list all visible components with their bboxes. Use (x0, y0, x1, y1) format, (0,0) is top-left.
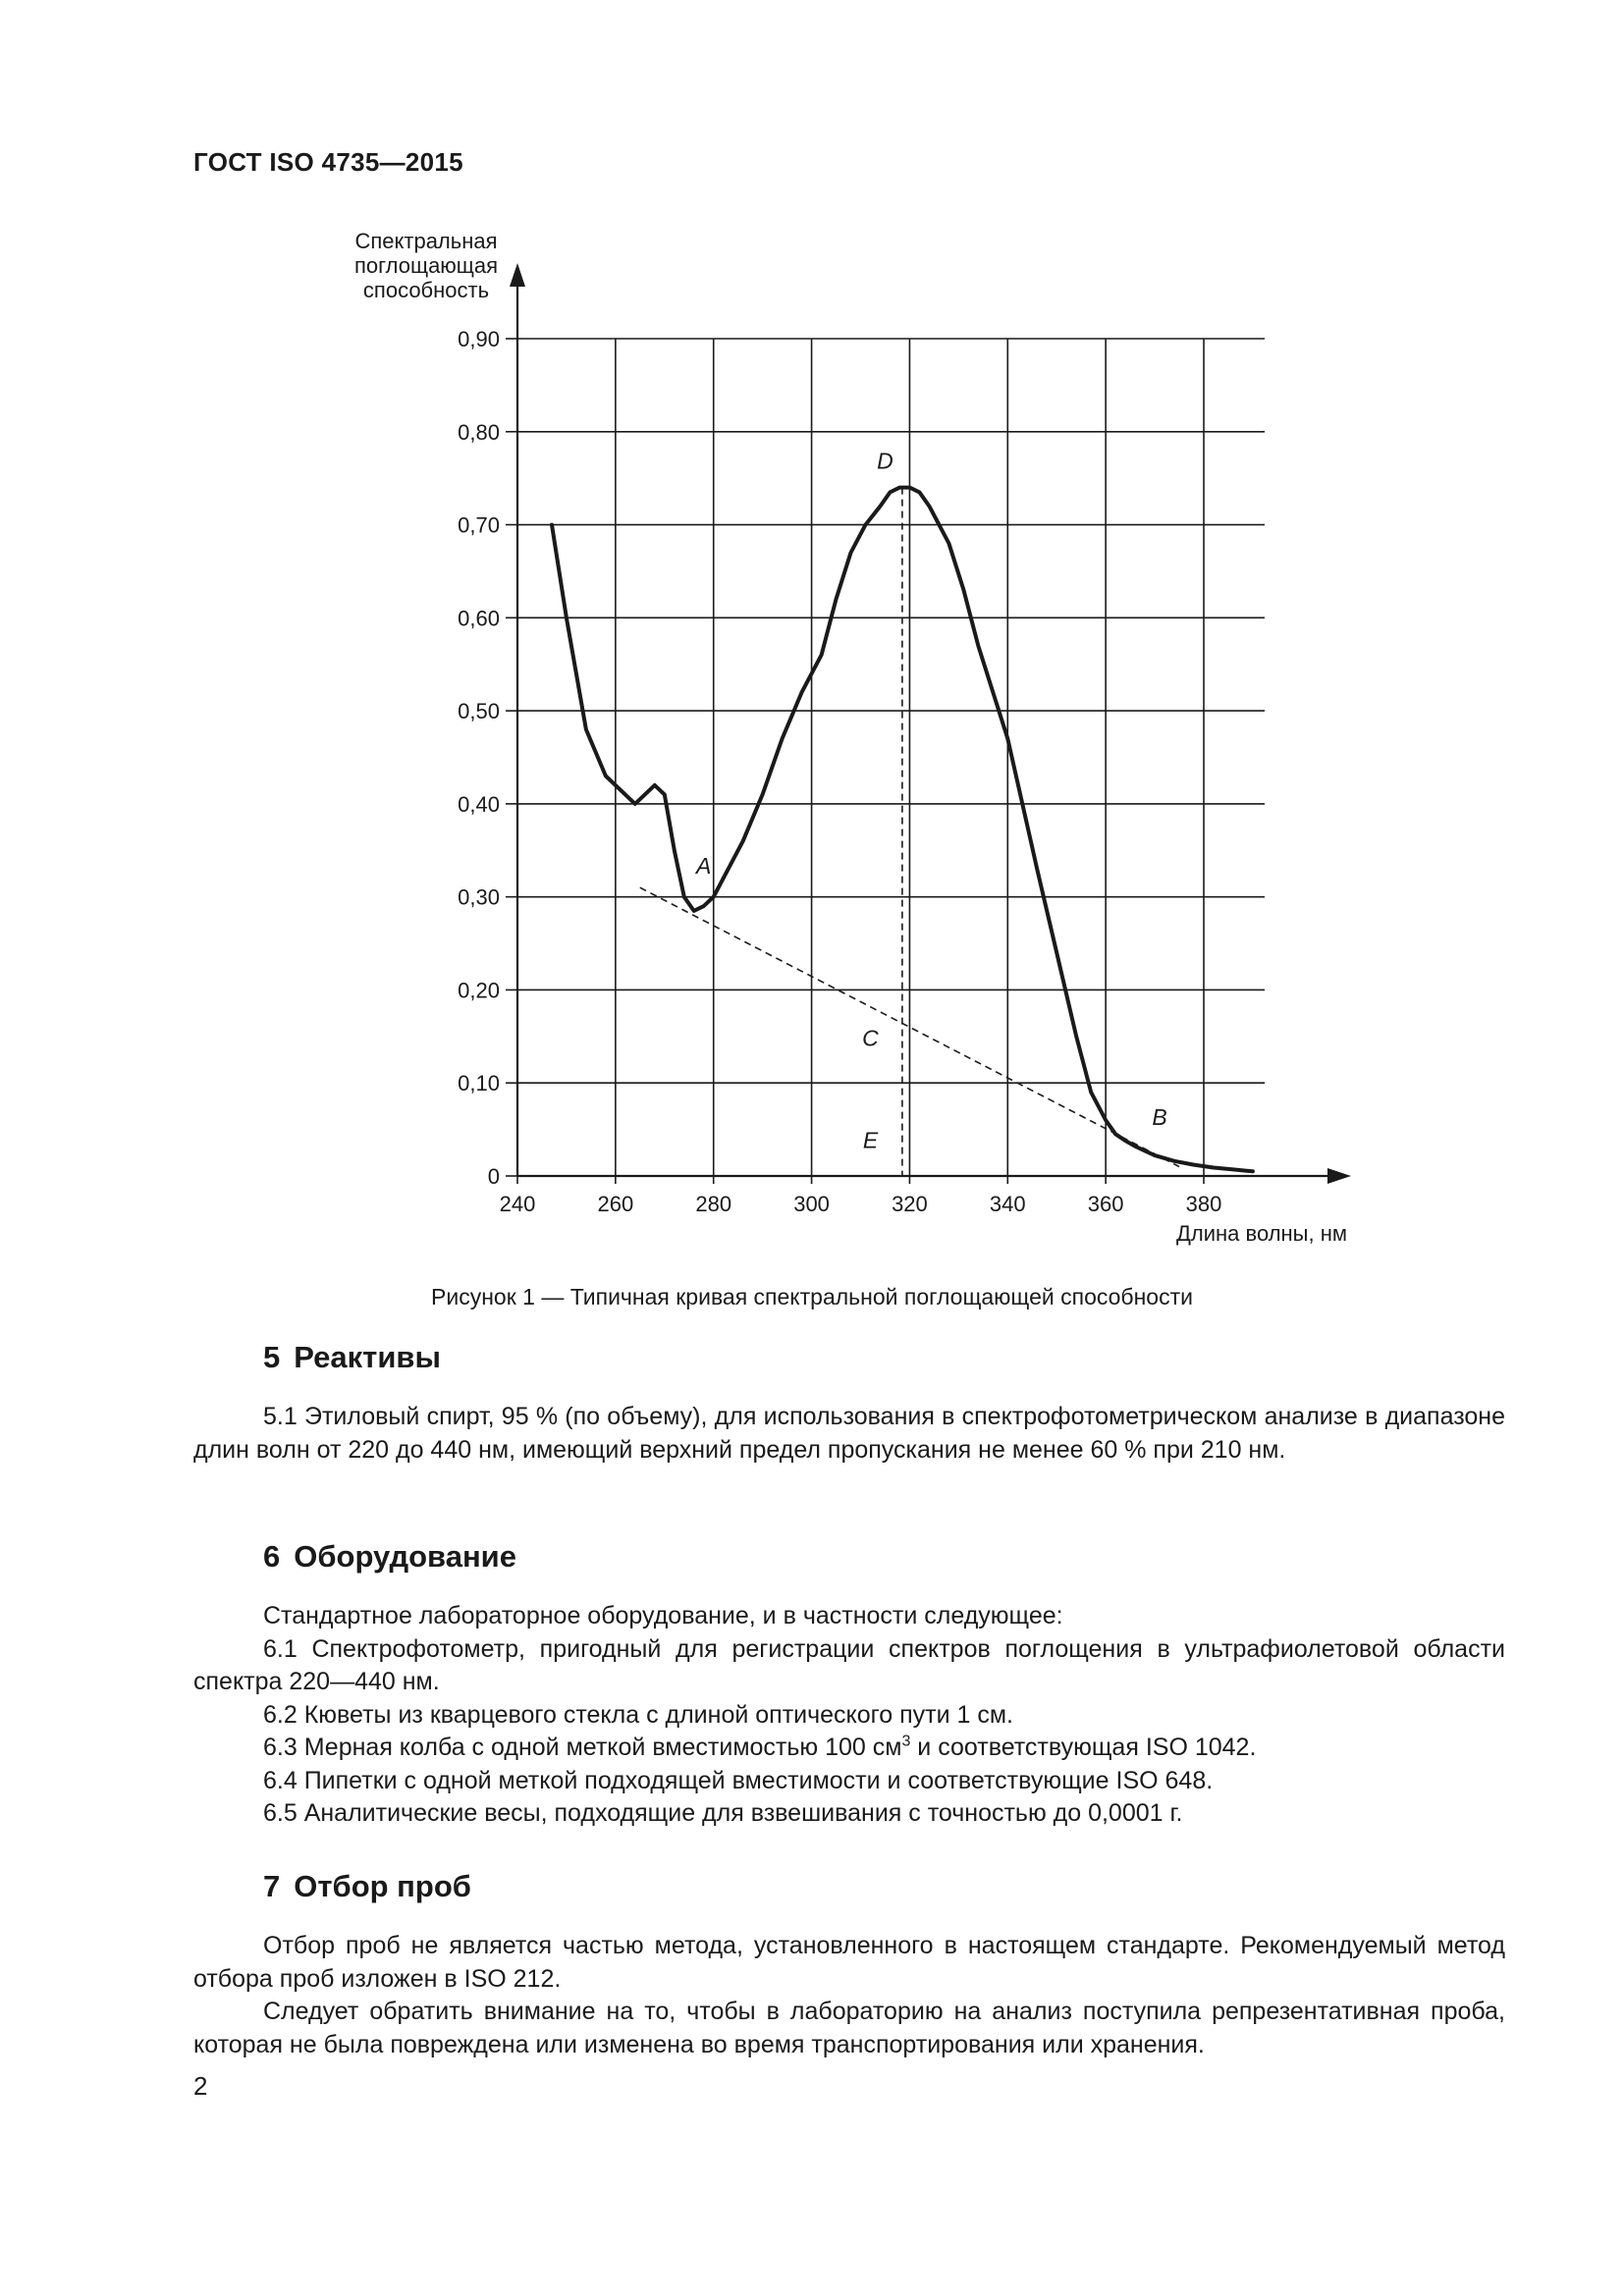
section-6-heading (263, 1539, 516, 1575)
x-tick-label: 320 (892, 1192, 928, 1216)
paragraph: Следует обратить внимание на то, чтобы в лабораторию на анализ поступила репрезентативная проба, которая не была повреждена или изменена во время транспортирования или хранения. (193, 1998, 1505, 2058)
point-label-b: B (1152, 1103, 1167, 1130)
y-tick-label: 0,60 (458, 606, 500, 631)
x-axis-label: Длина волны, нм (1175, 1221, 1347, 1246)
chart-labels (354, 229, 1347, 1246)
y-axis-arrow (510, 263, 525, 287)
x-tick-label: 260 (597, 1192, 634, 1216)
point-label-a: A (696, 852, 712, 879)
section-6-body (193, 1600, 1505, 1831)
list-item: 6.2 Кюветы из кварцевого стекла с длиной оптического пути 1 см. (263, 1700, 1013, 1729)
section-title: Оборудование (294, 1539, 516, 1574)
figure-caption: Рисунок 1 — Типичная кривая спектральной поглощающей способности (431, 1284, 1193, 1309)
y-axis-label: способность (362, 278, 490, 302)
list-item-text: 6.3 Мерная колба с одной меткой вместимостью 100 см (263, 1734, 902, 1761)
x-axis-arrow (1327, 1168, 1351, 1184)
paragraph: Стандартное лабораторное оборудование, и в частности следующее: (263, 1602, 1063, 1629)
list-item: 6.4 Пипетки с одной меткой подходящей вместимости и соответствующие ISO 648. (263, 1766, 1214, 1794)
section-number: 7 (263, 1869, 281, 1903)
section-number: 5 (263, 1340, 281, 1374)
document-header: ГОСТ ISO 4735—2015 (193, 147, 463, 177)
list-item (193, 1732, 1505, 1765)
section-title: Реактивы (294, 1340, 441, 1374)
section-5-body (193, 1401, 1505, 1467)
x-tick-label: 360 (1087, 1192, 1124, 1216)
y-tick-label: 0 (487, 1164, 500, 1189)
x-tick-label: 340 (989, 1192, 1026, 1216)
y-axis-label: Спектральная (354, 229, 498, 253)
list-item: 6.1 Спектрофотометр, пригодный для регистрации спектров поглощения в ультрафиолетовой области спектра 220—440 нм. (193, 1634, 1505, 1695)
x-tick-label: 240 (499, 1192, 536, 1216)
paragraph: 5.1 Этиловый спирт, 95 % (по объему), для использования в спектрофотометрическом анализе в диапазоне длин волн от 220 до 440 нм, имеющий верхний предел пропускания не менее 60 % при 210 нм. (193, 1403, 1505, 1464)
superscript: 3 (901, 1733, 911, 1750)
section-title: Отбор проб (294, 1869, 471, 1903)
section-7-body (193, 1930, 1505, 2061)
y-tick-label: 0,20 (458, 978, 500, 1003)
y-tick-label: 0,30 (458, 884, 500, 910)
chart-series (552, 488, 1253, 1176)
x-tick-label: 380 (1185, 1192, 1222, 1216)
list-item: 6.5 Аналитические весы, подходящие для взвешивания с точностью до 0,0001 г. (263, 1799, 1183, 1827)
x-tick-label: 280 (695, 1192, 732, 1216)
y-tick-label: 0,80 (458, 419, 500, 445)
page-number: 2 (193, 2071, 208, 2101)
paragraph: Отбор проб не является частью метода, установленного в настоящем стандарте. Рекомендуемый метод отбора проб изложен в ISO 212. (193, 1932, 1505, 1993)
point-label-e: E (862, 1127, 879, 1153)
y-tick-label: 0,50 (458, 699, 500, 724)
y-axis-label: поглощающая (353, 253, 499, 278)
y-tick-label: 0,40 (458, 791, 500, 817)
list-item-tail: и соответствующая ISO 1042. (910, 1734, 1257, 1761)
x-tick-label: 300 (793, 1192, 830, 1216)
y-tick-label: 0,90 (458, 327, 500, 351)
y-tick-label: 0,10 (458, 1071, 500, 1096)
point-label-d: D (877, 448, 893, 474)
y-tick-label: 0,70 (458, 512, 500, 538)
section-5-heading (263, 1340, 441, 1375)
section-number: 6 (263, 1539, 281, 1574)
point-label-c: C (862, 1025, 879, 1051)
section-7-heading (263, 1869, 471, 1904)
chart-axes (506, 263, 1351, 1184)
